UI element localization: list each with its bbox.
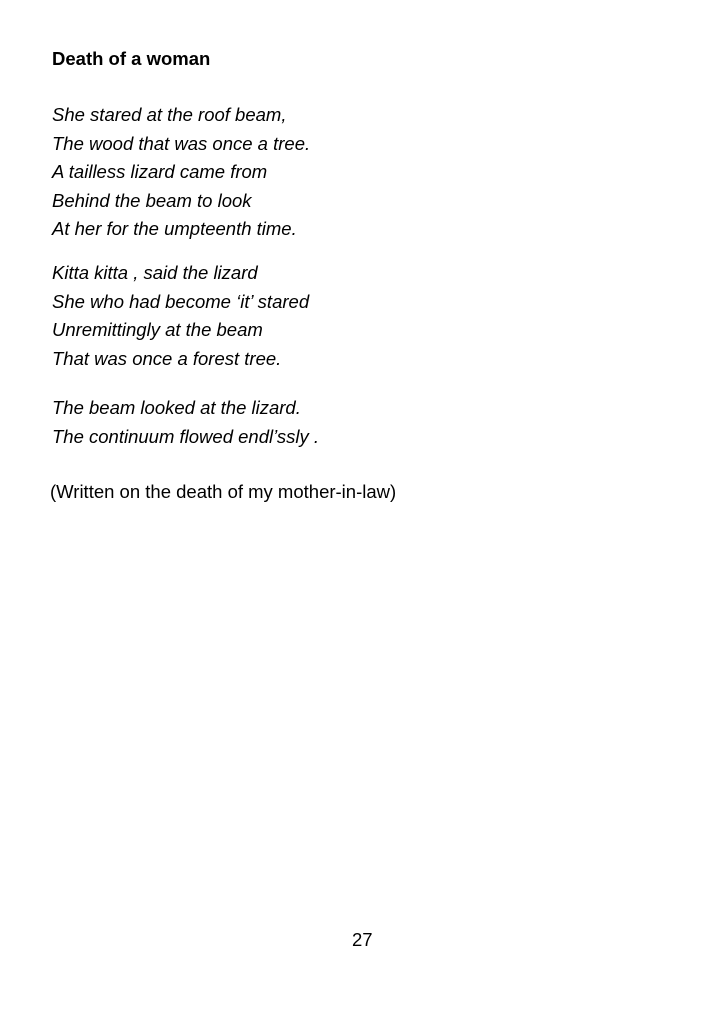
poem-stanza bbox=[52, 101, 310, 244]
dedication-note: (Written on the death of my mother-in-law) bbox=[50, 481, 397, 502]
poem-stanza bbox=[52, 394, 319, 451]
poem-line: The continuum flowed endl’ssly . bbox=[52, 425, 320, 447]
poem-line: At her for the umpteenth time. bbox=[52, 218, 297, 239]
poem-line: The wood that was once a tree. bbox=[52, 132, 311, 154]
poem-line: She who had become ‘it’ stared bbox=[52, 290, 310, 312]
poem-line: That was once a forest tree. bbox=[52, 347, 282, 369]
poem-stanza bbox=[52, 259, 309, 373]
poem-title: Death of a woman bbox=[52, 48, 211, 69]
poem-line: Unremittingly at the beam bbox=[52, 319, 263, 340]
page-number: 27 bbox=[352, 929, 373, 950]
poem-line: Kitta kitta , said the lizard bbox=[52, 262, 258, 283]
poem-line: The beam looked at the lizard. bbox=[52, 397, 301, 418]
poem-line: A tailless lizard came from bbox=[52, 161, 268, 182]
poem-line: She stared at the roof beam, bbox=[52, 104, 287, 125]
poem-line: Behind the beam to look bbox=[52, 189, 252, 211]
